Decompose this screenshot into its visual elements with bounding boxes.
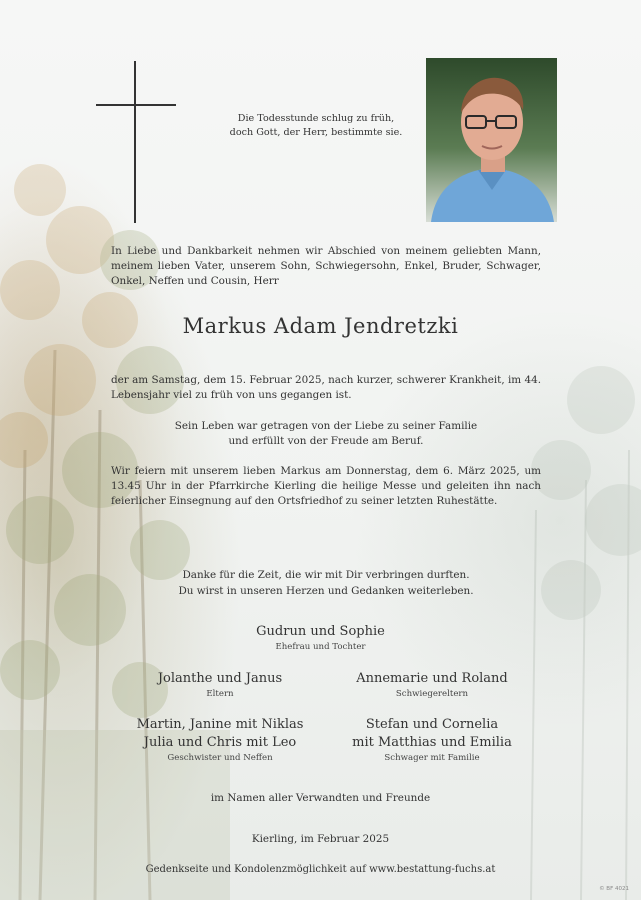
mourner-group [322, 716, 542, 764]
mourner-group [110, 670, 330, 700]
mourner-names: Julia und Chris mit Leo [143, 735, 297, 750]
death-notice: der am Samstag, dem 15. Februar 2025, nach kurzer, schwerer Krankheit, im 44. Lebensjahr viel zu früh von uns gegangen ist. [111, 374, 541, 401]
portrait-illustration [426, 58, 557, 222]
mourner-group [322, 670, 542, 700]
mourner-names: Stefan und Cornelia [365, 717, 499, 732]
print-code: © BF 4021 [599, 886, 629, 892]
mourner-role: Schwager mit Familie [384, 753, 480, 763]
mourner-names: Martin, Janine mit Niklas [136, 717, 304, 732]
relatives-line: im Namen aller Verwandten und Freunde [210, 792, 431, 804]
cross-icon [96, 61, 176, 223]
mourner-role: Schwiegereltern [395, 689, 469, 699]
mourner-names: Annemarie und Roland [356, 671, 508, 686]
mourner-role: Geschwister und Neffen [167, 753, 273, 763]
portrait-photo [426, 58, 557, 222]
quote-line: doch Gott, der Herr, bestimmte sie. [229, 127, 403, 138]
thanks-line: Du wirst in unseren Herzen und Gedanken weiterleben. [178, 584, 474, 597]
place-date: Kierling, im Februar 2025 [251, 833, 390, 845]
quote-line: Die Todesstunde schlug zu früh, [237, 113, 395, 124]
mourner-group [200, 623, 441, 653]
mourner-names: Gudrun und Sophie [256, 624, 385, 639]
opening-quote [206, 112, 426, 140]
mourner-group [110, 716, 330, 764]
life-line: Sein Leben war getragen von der Liebe zu seiner Familie [174, 420, 478, 432]
mourner-role: Eltern [206, 689, 234, 699]
thanks-line: Danke für die Zeit, die wir mit Dir verbringen durften. [182, 569, 470, 581]
life-line: und erfüllt von der Freude am Beruf. [228, 435, 424, 447]
mourner-names: Jolanthe und Janus [157, 671, 283, 686]
mourner-role: Ehefrau und Tochter [275, 642, 366, 652]
funeral-service-text: Wir feiern mit unserem lieben Markus am Donnerstag, dem 6. März 2025, um 13.45 Uhr in der Pfarrkirche Kierling die heilige Messe und geleiten ihn nach feierlicher Einsegnung auf den Ortsfriedhof zu seiner letzten Ruhestätte. [111, 465, 541, 507]
deceased-name: Markus Adam Jendretzki [182, 314, 459, 338]
intro-text: In Liebe und Dankbarkeit nehmen wir Abschied von meinem geliebten Mann, meinem lieben Vater, unserem Sohn, Schwiegersohn, Enkel, Bruder, Schwager, Onkel, Neffen und Cousin, Herr [111, 245, 541, 287]
thanks-text [111, 568, 541, 599]
mourner-names: mit Matthias und Emilia [352, 735, 512, 750]
website-note: Gedenkseite und Kondolenzmöglichkeit auf www.bestattung-fuchs.at [145, 864, 496, 875]
life-tribute [111, 419, 541, 449]
